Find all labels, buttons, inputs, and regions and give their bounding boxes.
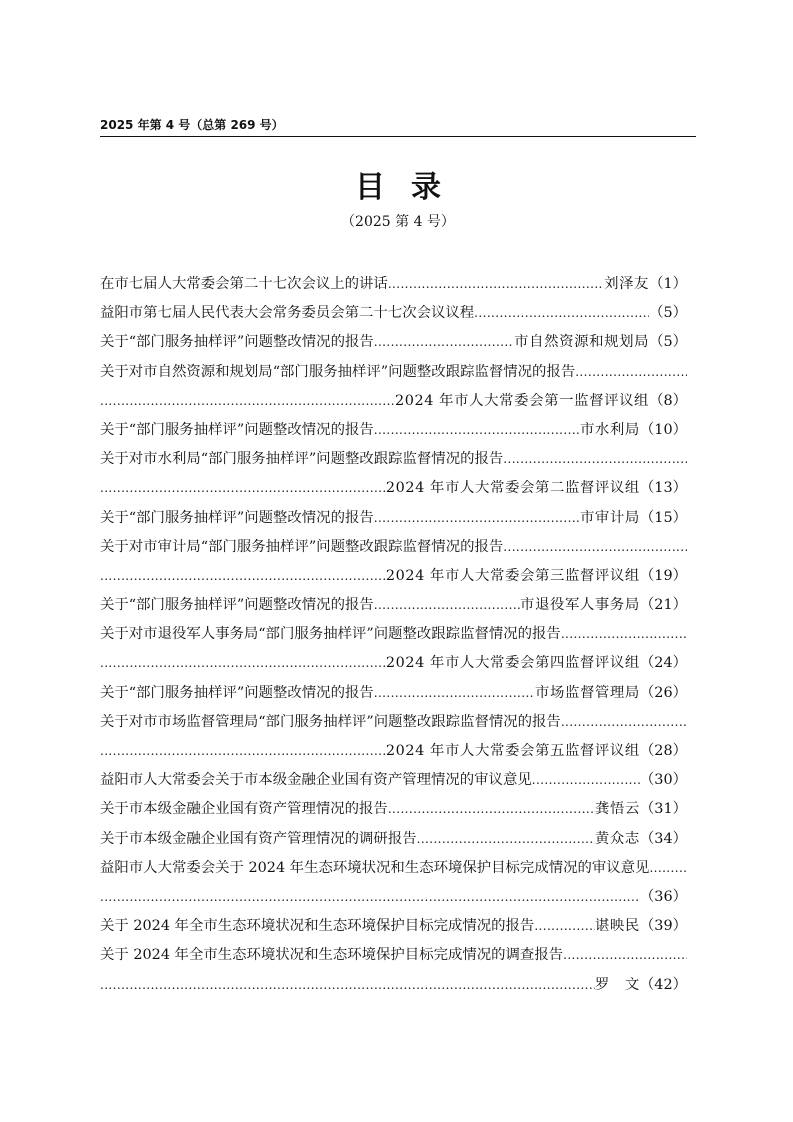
toc-entry-page: （8） bbox=[649, 392, 687, 409]
toc-entry-right bbox=[535, 679, 687, 708]
toc-entry-author: 市水利局 bbox=[579, 421, 640, 438]
toc-entry-right bbox=[640, 883, 687, 912]
toc-entry-author: 2024 年市人大常委会第一监督评议组 bbox=[394, 392, 650, 409]
toc-entry[interactable] bbox=[100, 416, 687, 445]
toc-entry-right bbox=[649, 299, 687, 328]
toc-entry[interactable] bbox=[100, 474, 687, 503]
toc-entry-title: 关于对市退役军人事务局“部门服务抽样评”问题整改跟踪监督情况的报告 bbox=[100, 626, 561, 643]
toc-entry[interactable] bbox=[100, 941, 687, 970]
toc-dot-leader bbox=[100, 883, 640, 912]
toc-entry-right bbox=[386, 562, 687, 591]
toc-entry[interactable] bbox=[100, 445, 687, 474]
toc-entry[interactable] bbox=[100, 328, 687, 357]
toc-entry-title: 益阳市第七届人民代表大会常务委员会第二十七次会议议程 bbox=[100, 305, 475, 322]
toc-entry-author: 刘泽友 bbox=[604, 276, 650, 292]
toc-dot-leader bbox=[388, 270, 604, 299]
toc-entry-page: （19） bbox=[639, 567, 687, 584]
toc-entry[interactable] bbox=[100, 971, 687, 1000]
toc-entry-page: （34） bbox=[639, 830, 687, 847]
toc-entry-right bbox=[595, 825, 687, 854]
toc-dot-leader bbox=[417, 825, 595, 854]
toc-dot-leader bbox=[374, 416, 580, 445]
toc-dot-leader bbox=[563, 941, 687, 970]
toc-entry-right bbox=[640, 766, 687, 795]
toc-entry-title: 关于对市水利局“部门服务抽样评”问题整改跟踪监督情况的报告 bbox=[100, 451, 504, 468]
toc-entry-page: （5） bbox=[649, 334, 687, 351]
toc-entry-right bbox=[386, 649, 687, 678]
toc-entry-right bbox=[580, 504, 687, 533]
toc-entry-right bbox=[595, 912, 687, 941]
toc-entry-author: 2024 年市人大常委会第四监督评议组 bbox=[385, 655, 640, 672]
toc-entry-title: 关于“部门服务抽样评”问题整改情况的报告 bbox=[100, 597, 374, 614]
toc-entry[interactable] bbox=[100, 387, 687, 416]
toc-dot-leader bbox=[561, 708, 687, 737]
toc-entry-page: （15） bbox=[639, 509, 687, 526]
toc-entry-title: 益阳市人大常委会关于市本级金融企业国有资产管理情况的审议意见 bbox=[100, 772, 532, 789]
toc-entry[interactable] bbox=[100, 883, 687, 912]
toc-entry[interactable] bbox=[100, 825, 687, 854]
toc-dot-leader bbox=[374, 591, 520, 620]
toc-dot-leader bbox=[100, 474, 386, 503]
toc-entry-title: 在市七届人大常委会第二十七次会议上的讲话 bbox=[100, 276, 388, 292]
toc-entry-page: （28） bbox=[639, 743, 687, 759]
toc-entry-author: 龚悟云 bbox=[594, 801, 640, 818]
toc-entry-title: 关于“部门服务抽样评”问题整改情况的报告 bbox=[100, 684, 374, 701]
toc-dot-leader bbox=[374, 504, 580, 533]
toc-entry-title: 关于“部门服务抽样评”问题整改情况的报告 bbox=[100, 334, 374, 351]
page-title: 目录 bbox=[355, 170, 467, 205]
toc-entry[interactable] bbox=[100, 299, 687, 328]
toc-entry-author: 谌映民 bbox=[594, 918, 640, 935]
toc-entry-title: 关于对市自然资源和规划局“部门服务抽样评”问题整改跟踪监督情况的报告 bbox=[100, 363, 576, 380]
toc-entry-right bbox=[520, 591, 687, 620]
toc-entry-page: （26） bbox=[639, 684, 687, 701]
toc-entry-author: 2024 年市人大常委会第五监督评议组 bbox=[385, 743, 640, 759]
toc-entry-title: 关于市本级金融企业国有资产管理情况的报告 bbox=[100, 801, 388, 818]
toc-dot-leader bbox=[100, 649, 386, 678]
toc-entry-right bbox=[580, 416, 687, 445]
toc-entry-title: 关于“部门服务抽样评”问题整改情况的报告 bbox=[100, 509, 374, 526]
toc-entry-page: （42） bbox=[639, 976, 687, 993]
toc-dot-leader bbox=[649, 854, 687, 883]
page-subtitle: （2025 第 4 号） bbox=[341, 214, 455, 230]
toc-entry[interactable] bbox=[100, 795, 687, 824]
toc-dot-leader bbox=[532, 766, 640, 795]
toc-entry[interactable] bbox=[100, 620, 687, 649]
toc-entry[interactable] bbox=[100, 504, 687, 533]
toc-entry-right bbox=[514, 328, 687, 357]
toc-dot-leader bbox=[575, 358, 687, 387]
toc-entry[interactable] bbox=[100, 708, 687, 737]
toc-entry-author: 市退役军人事务局 bbox=[519, 597, 640, 614]
toc-entry-page: （36） bbox=[639, 888, 687, 905]
toc-entry[interactable] bbox=[100, 270, 687, 299]
toc-entry-page: （10） bbox=[639, 421, 687, 438]
toc-entry[interactable] bbox=[100, 854, 687, 883]
toc-entry-title: 关于对市审计局“部门服务抽样评”问题整改跟踪监督情况的报告 bbox=[100, 538, 504, 555]
toc-entry-author: 2024 年市人大常委会第二监督评议组 bbox=[385, 480, 640, 497]
toc-entry-author: 2024 年市人大常委会第三监督评议组 bbox=[385, 567, 640, 584]
toc-entry-title: 关于 2024 年全市生态环境状况和生态环境保护目标完成情况的调查报告 bbox=[100, 947, 564, 964]
toc-dot-leader bbox=[534, 912, 595, 941]
toc-dot-leader bbox=[374, 328, 514, 357]
toc-dot-leader bbox=[474, 299, 649, 328]
toc-entry-right bbox=[595, 971, 687, 1000]
toc-entry-page: （1） bbox=[649, 276, 687, 292]
table-of-contents bbox=[100, 270, 687, 1000]
toc-entry-author: 市审计局 bbox=[579, 509, 640, 526]
toc-entry-page: （31） bbox=[639, 801, 687, 818]
toc-entry-page: （39） bbox=[639, 918, 687, 935]
toc-entry-right bbox=[604, 270, 687, 299]
toc-entry-title: 益阳市人大常委会关于 2024 年生态环境状况和生态环境保护目标完成情况的审议意见 bbox=[100, 859, 650, 876]
toc-entry[interactable] bbox=[100, 912, 687, 941]
toc-entry-page: （13） bbox=[639, 480, 687, 497]
toc-dot-leader bbox=[100, 562, 386, 591]
toc-entry-right bbox=[386, 737, 687, 766]
toc-dot-leader bbox=[503, 445, 687, 474]
toc-entry-page: （21） bbox=[639, 597, 687, 614]
toc-entry-right bbox=[595, 795, 687, 824]
toc-entry-author: 黄众志 bbox=[594, 830, 640, 847]
toc-entry-right bbox=[386, 474, 687, 503]
toc-entry[interactable] bbox=[100, 737, 687, 766]
issue-header: 2025 年第 4 号（总第 269 号） bbox=[100, 117, 696, 137]
toc-entry[interactable] bbox=[100, 533, 687, 562]
toc-dot-leader bbox=[374, 679, 535, 708]
toc-entry[interactable] bbox=[100, 679, 687, 708]
toc-entry-author: 罗 文 bbox=[594, 976, 640, 993]
toc-entry-author: 市场监督管理局 bbox=[534, 684, 640, 701]
toc-entry-author: 市自然资源和规划局 bbox=[514, 334, 650, 351]
toc-entry[interactable] bbox=[100, 649, 687, 678]
toc-dot-leader bbox=[561, 620, 687, 649]
toc-dot-leader bbox=[100, 737, 386, 766]
toc-entry[interactable] bbox=[100, 562, 687, 591]
toc-entry-title: 关于对市市场监督管理局“部门服务抽样评”问题整改跟踪监督情况的报告 bbox=[100, 713, 561, 730]
toc-entry-title: 关于“部门服务抽样评”问题整改情况的报告 bbox=[100, 421, 374, 438]
toc-entry-title: 关于 2024 年全市生态环境状况和生态环境保护目标完成情况的报告 bbox=[100, 918, 535, 935]
toc-entry-right bbox=[395, 387, 687, 416]
toc-entry[interactable] bbox=[100, 358, 687, 387]
toc-dot-leader bbox=[503, 533, 687, 562]
toc-entry-page: （30） bbox=[639, 772, 687, 789]
toc-entry[interactable] bbox=[100, 591, 687, 620]
toc-dot-leader bbox=[388, 795, 595, 824]
toc-dot-leader bbox=[100, 971, 595, 1000]
toc-entry-page: （24） bbox=[639, 655, 687, 672]
toc-entry-page: （5） bbox=[649, 305, 687, 322]
toc-dot-leader bbox=[100, 387, 395, 416]
toc-entry[interactable] bbox=[100, 766, 687, 795]
toc-entry-title: 关于市本级金融企业国有资产管理情况的调研报告 bbox=[100, 830, 417, 847]
